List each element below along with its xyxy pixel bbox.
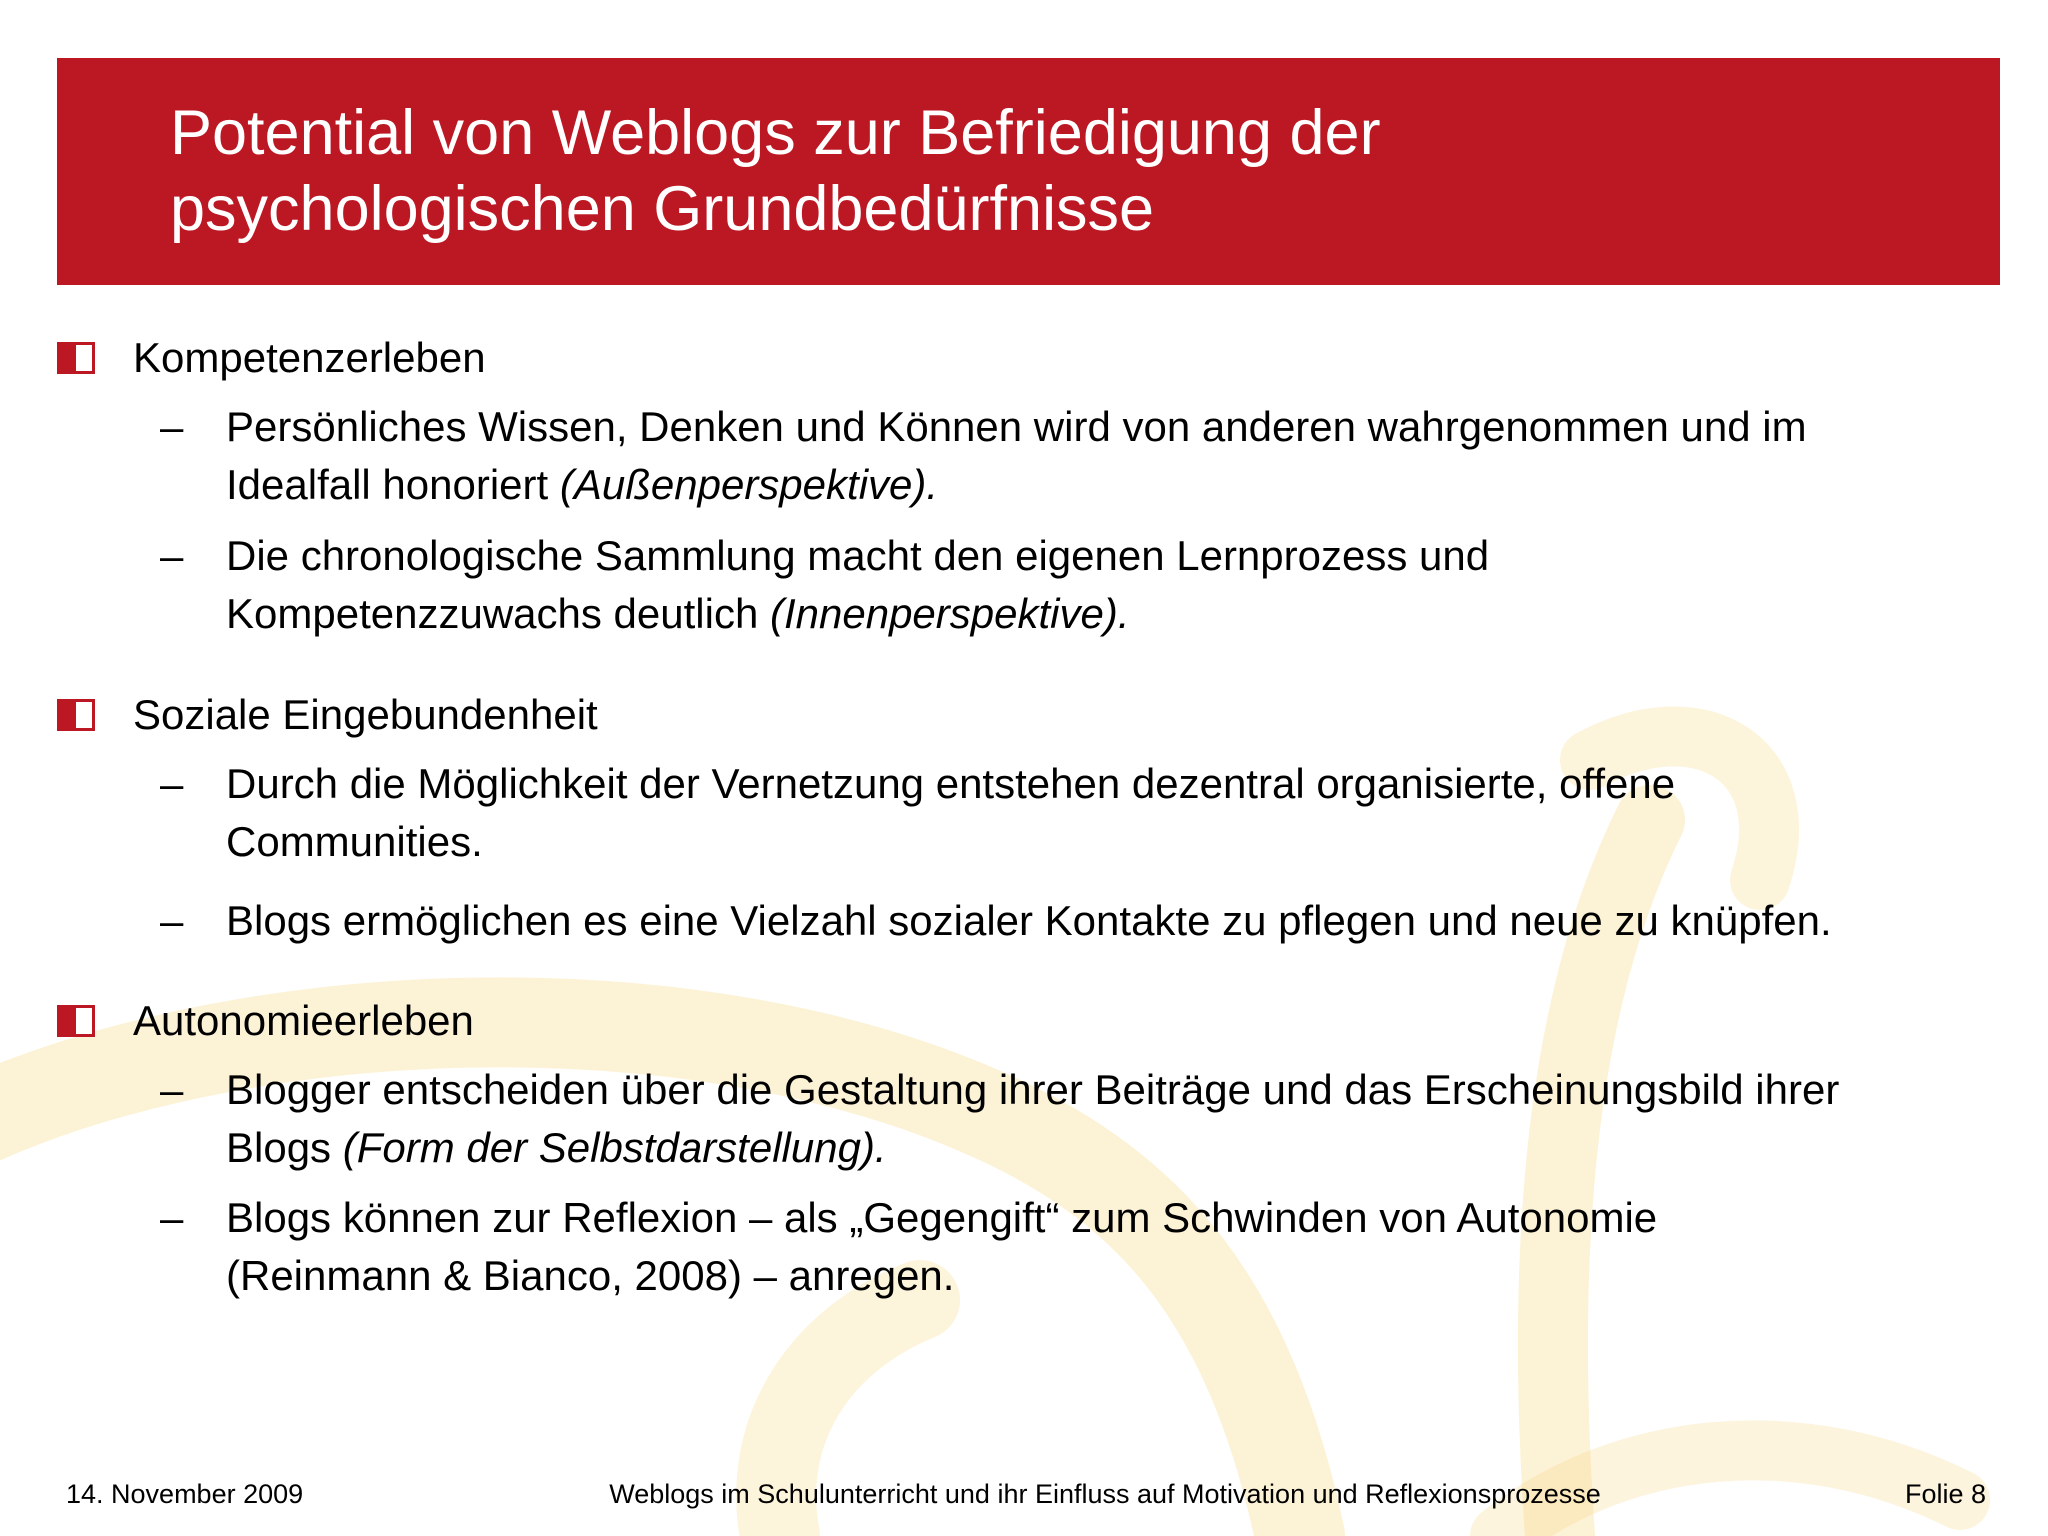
list-item-line: Kompetenzzuwachs deutlich (226, 590, 770, 637)
slide-title-line-1: Potential von Weblogs zur Befriedigung der (170, 98, 1381, 168)
dash-bullet-icon: – (160, 1066, 184, 1113)
list-item-line: Persönliches Wissen, Denken und Können wird von anderen wahrgenommen und im (226, 403, 1807, 450)
footer-date: 14. November 2009 (66, 1479, 304, 1509)
list-item (160, 1189, 2010, 1305)
slide-title-line-2: psychologischen Grundbedürfnisse (170, 174, 1155, 244)
list-item (160, 892, 2010, 950)
dash-bullet-icon: – (160, 532, 184, 579)
footer-presentation-title: Weblogs im Schulunterricht und ihr Einfluss auf Motivation und Reflexionsprozesse (609, 1479, 1601, 1509)
list-item-line: Communities. (226, 818, 483, 865)
list-item (160, 1061, 2010, 1177)
red-square-bullet-icon (57, 1005, 95, 1037)
list-item (160, 755, 2010, 871)
list-item-line: Blogger entscheiden über die Gestaltung ihrer Beiträge und das Erscheinungsbild ihrer (226, 1066, 1840, 1113)
dash-bullet-icon: – (160, 760, 184, 807)
footer-slide-number: Folie 8 (1905, 1479, 1987, 1509)
section-heading: Autonomieerleben (133, 997, 474, 1044)
red-square-bullet-icon (57, 699, 95, 731)
dash-bullet-icon: – (160, 1194, 184, 1241)
list-item-line: (Reinmann & Bianco, 2008) – anregen. (226, 1252, 955, 1299)
list-item-line: Durch die Möglichkeit der Vernetzung entstehen dezentral organisierte, offene (226, 760, 1676, 807)
list-item-line: Die chronologische Sammlung macht den eigenen Lernprozess und (226, 532, 1490, 579)
dash-bullet-icon: – (160, 897, 184, 944)
section-heading: Soziale Eingebundenheit (133, 691, 598, 738)
section-soziale-eingebundenheit (57, 689, 598, 741)
list-item-italic: (Innenperspektive). (769, 590, 1130, 637)
section-kompetenzerleben (57, 332, 486, 384)
red-square-bullet-icon (57, 342, 95, 374)
list-item-line: Blogs können zur Reflexion – als „Gegengift“ zum Schwinden von Autonomie (226, 1194, 1658, 1241)
dash-bullet-icon: – (160, 403, 184, 450)
list-item-italic: (Form der Selbstdarstellung). (342, 1124, 887, 1171)
section-heading: Kompetenzerleben (133, 334, 486, 381)
list-item (160, 527, 2010, 643)
list-item-italic: (Außenperspektive). (559, 461, 939, 508)
section-autonomieerleben (57, 995, 474, 1047)
list-item (160, 398, 2010, 514)
list-item-line: Blogs (226, 1124, 343, 1171)
list-item-line: Blogs ermöglichen es eine Vielzahl sozialer Kontakte zu pflegen und neue zu knüpfen. (226, 897, 1832, 944)
list-item-line: Idealfall honoriert (226, 461, 560, 508)
